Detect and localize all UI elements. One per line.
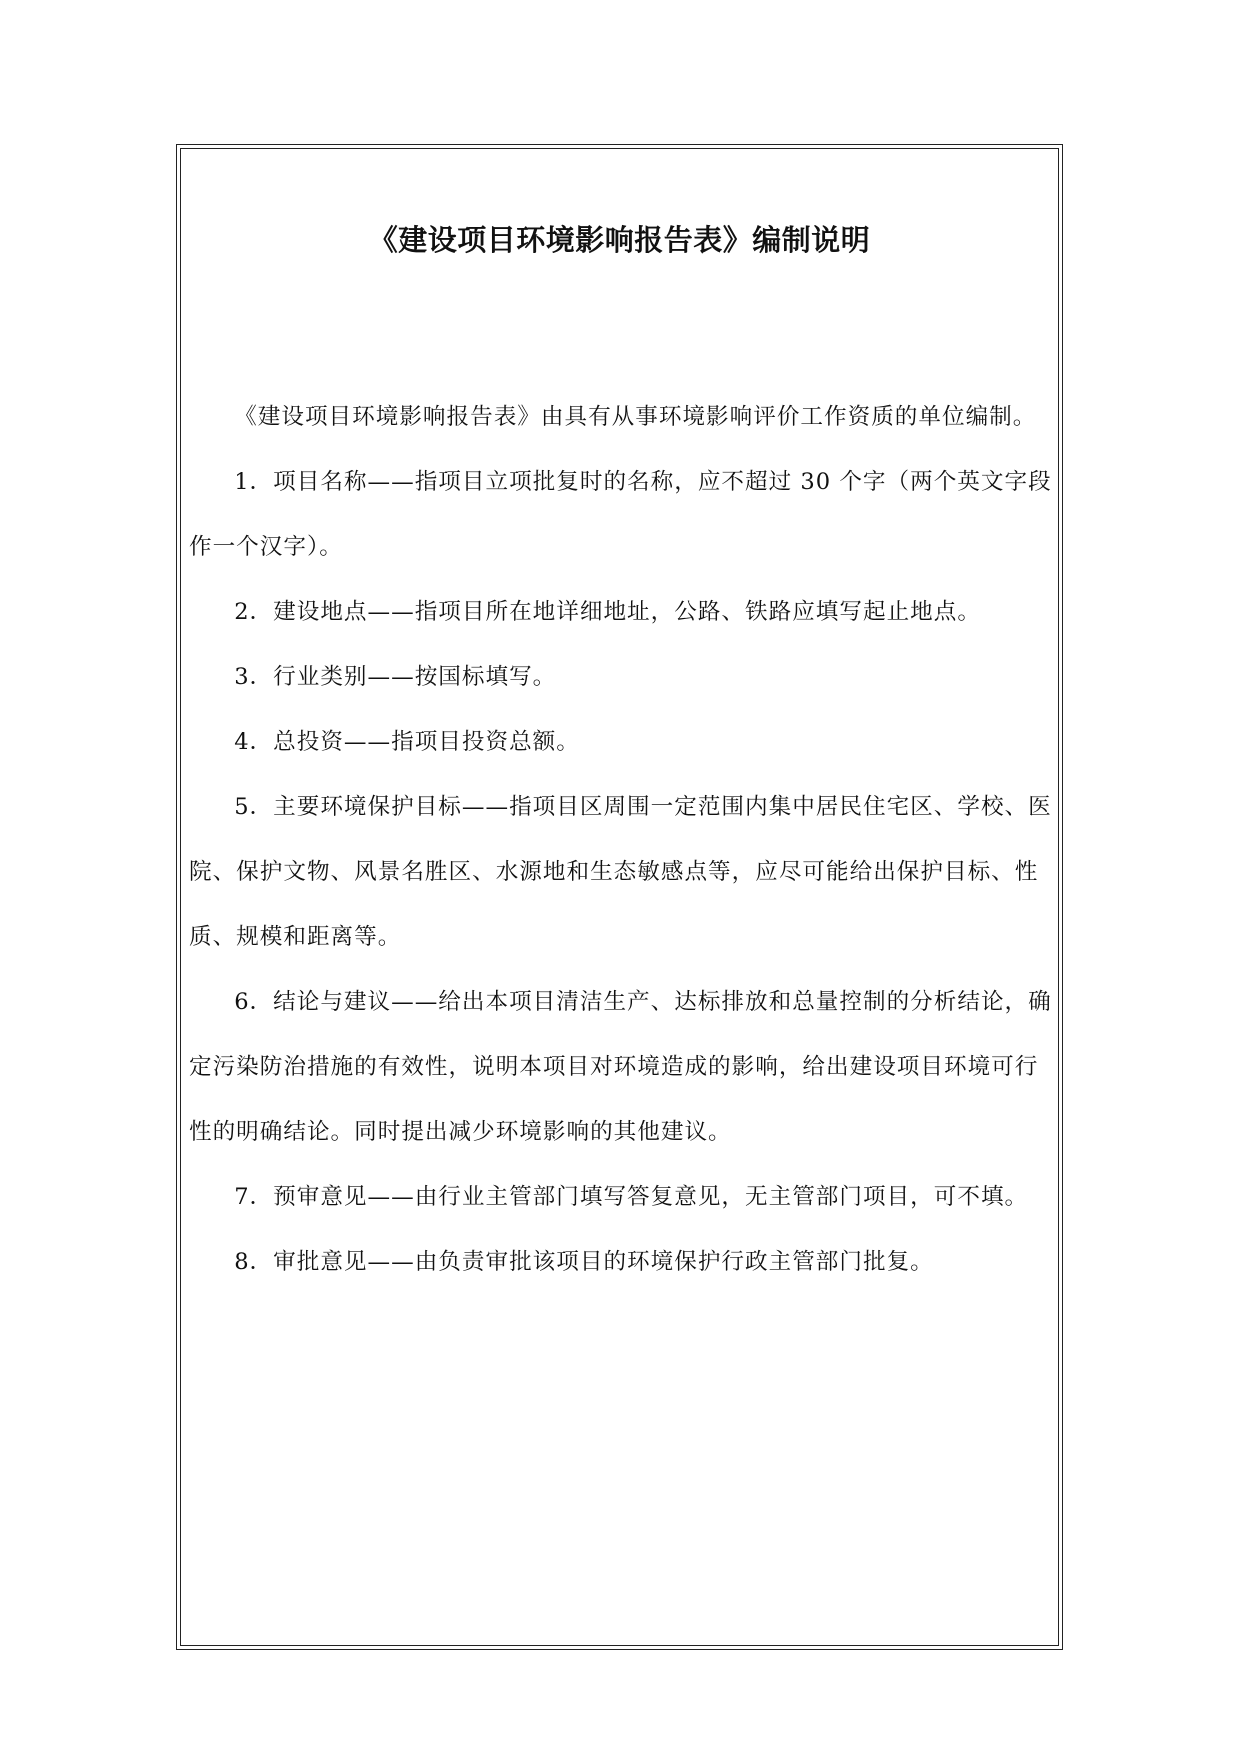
item-pre-review-opinion: 7．预审意见——由行业主管部门填写答复意见，无主管部门项目，可不填。 <box>234 1184 1029 1210</box>
item-project-name: 1．项目名称——指项目立项批复时的名称，应不超过 30 个字（两个英文字段作一个汉字）。 <box>189 469 1052 560</box>
item-conclusion-suggestions: 6．结论与建议——给出本项目清洁生产、达标排放和总量控制的分析结论，确定污染防治措施的有效性，说明本项目对环境造成的影响，给出建设项目环境可行性的明确结论。同时提出减少环境影响的其他建议。 <box>189 989 1052 1145</box>
document-body <box>189 385 1053 1295</box>
item-industry-category: 3．行业类别——按国标填写。 <box>234 664 557 690</box>
document-title: 《建设项目环境影响报告表》编制说明 <box>368 223 871 257</box>
item-approval-opinion: 8．审批意见——由负责审批该项目的环境保护行政主管部门批复。 <box>234 1249 934 1275</box>
item-construction-site: 2．建设地点——指项目所在地详细地址，公路、铁路应填写起止地点。 <box>234 599 981 625</box>
item-protection-targets: 5．主要环境保护目标——指项目区周围一定范围内集中居民住宅区、学校、医院、保护文物、风景名胜区、水源地和生态敏感点等，应尽可能给出保护目标、性质、规模和距离等。 <box>189 794 1052 950</box>
intro-paragraph: 《建设项目环境影响报告表》由具有从事环境影响评价工作资质的单位编制。 <box>234 404 1037 430</box>
item-total-investment: 4．总投资——指项目投资总额。 <box>234 729 580 755</box>
